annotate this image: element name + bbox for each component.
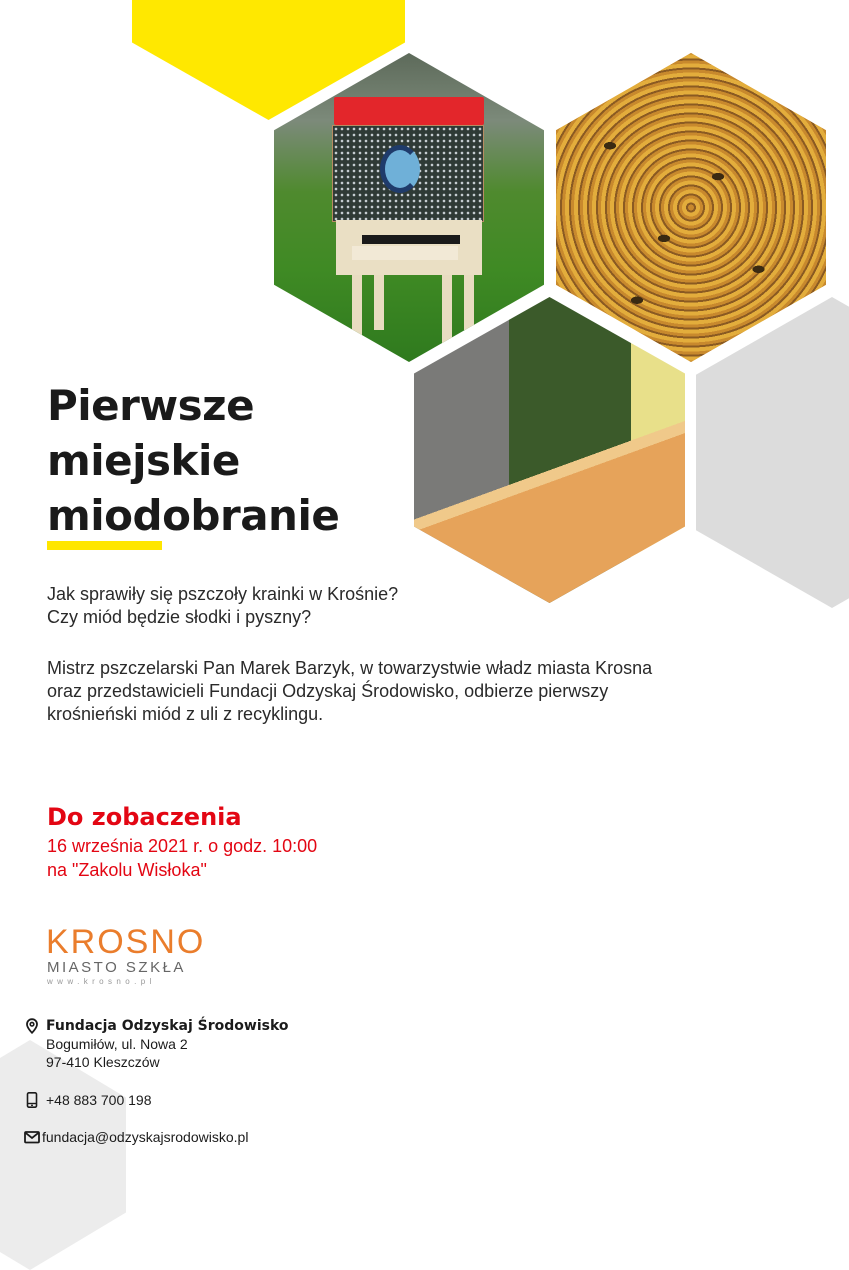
logo-main-text: KROSNO bbox=[46, 923, 206, 961]
hive-leg bbox=[374, 275, 384, 330]
body-line: Mistrz pszczelarski Pan Marek Barzyk, w towarzystwie władz miasta Krosna bbox=[47, 658, 653, 678]
logo-subtitle: MIASTO SZKŁA bbox=[47, 959, 186, 976]
hive-leg bbox=[464, 275, 474, 330]
poster-title bbox=[47, 378, 339, 543]
intro-line: Jak sprawiły się pszczoły krainki w Krośnie? bbox=[47, 584, 399, 604]
gray-hexagon-decoration-left bbox=[0, 1040, 126, 1270]
beekeeper-with-frame-photo bbox=[414, 297, 685, 603]
title-line: miejskie bbox=[47, 436, 240, 485]
hive-entrance bbox=[362, 235, 460, 244]
location-pin-icon bbox=[24, 1018, 40, 1034]
org-name: Fundacja Odzyskaj Środowisko bbox=[46, 1018, 289, 1034]
hive-leg bbox=[442, 275, 452, 350]
phone-icon bbox=[24, 1092, 40, 1108]
event-place: na "Zakolu Wisłoka" bbox=[47, 860, 207, 880]
intro-line: Czy miód będzie słodki i pyszny? bbox=[47, 607, 312, 627]
cta-heading: Do zobaczenia bbox=[47, 803, 242, 831]
title-line: miodobranie bbox=[47, 491, 340, 540]
contact-email[interactable] bbox=[24, 1128, 248, 1146]
event-date: 16 września 2021 r. o godz. 10:00 bbox=[47, 836, 318, 856]
envelope-icon bbox=[24, 1129, 40, 1145]
hive-roof bbox=[334, 97, 484, 125]
address-line: Bogumiłów, ul. Nowa 2 bbox=[46, 1036, 188, 1052]
krosno-logo bbox=[46, 925, 205, 987]
body-line: krośnieński miód z uli z recyklingu. bbox=[47, 704, 324, 724]
phone-number[interactable]: +48 883 700 198 bbox=[46, 1092, 152, 1108]
bees-on-honeycomb-photo bbox=[556, 53, 826, 362]
beehive-photo bbox=[274, 53, 544, 362]
title-line: Pierwsze bbox=[47, 381, 255, 430]
logo-url: www.krosno.pl bbox=[47, 977, 156, 986]
intro-text bbox=[47, 583, 398, 629]
title-underline-bar bbox=[47, 541, 162, 550]
contact-address bbox=[24, 1017, 289, 1071]
hive-leg bbox=[352, 275, 362, 350]
address-line: 97-410 Kleszczów bbox=[46, 1054, 160, 1070]
contact-phone[interactable] bbox=[24, 1091, 152, 1109]
email-address[interactable]: fundacja@odzyskajsrodowisko.pl bbox=[42, 1129, 249, 1145]
body-line: oraz przedstawicieli Fundacji Odzyskaj Środowisko, odbierze pierwszy bbox=[47, 681, 609, 701]
hive-logo-icon bbox=[380, 145, 420, 193]
hive-landing-board bbox=[352, 246, 458, 260]
body-paragraph bbox=[47, 657, 652, 726]
